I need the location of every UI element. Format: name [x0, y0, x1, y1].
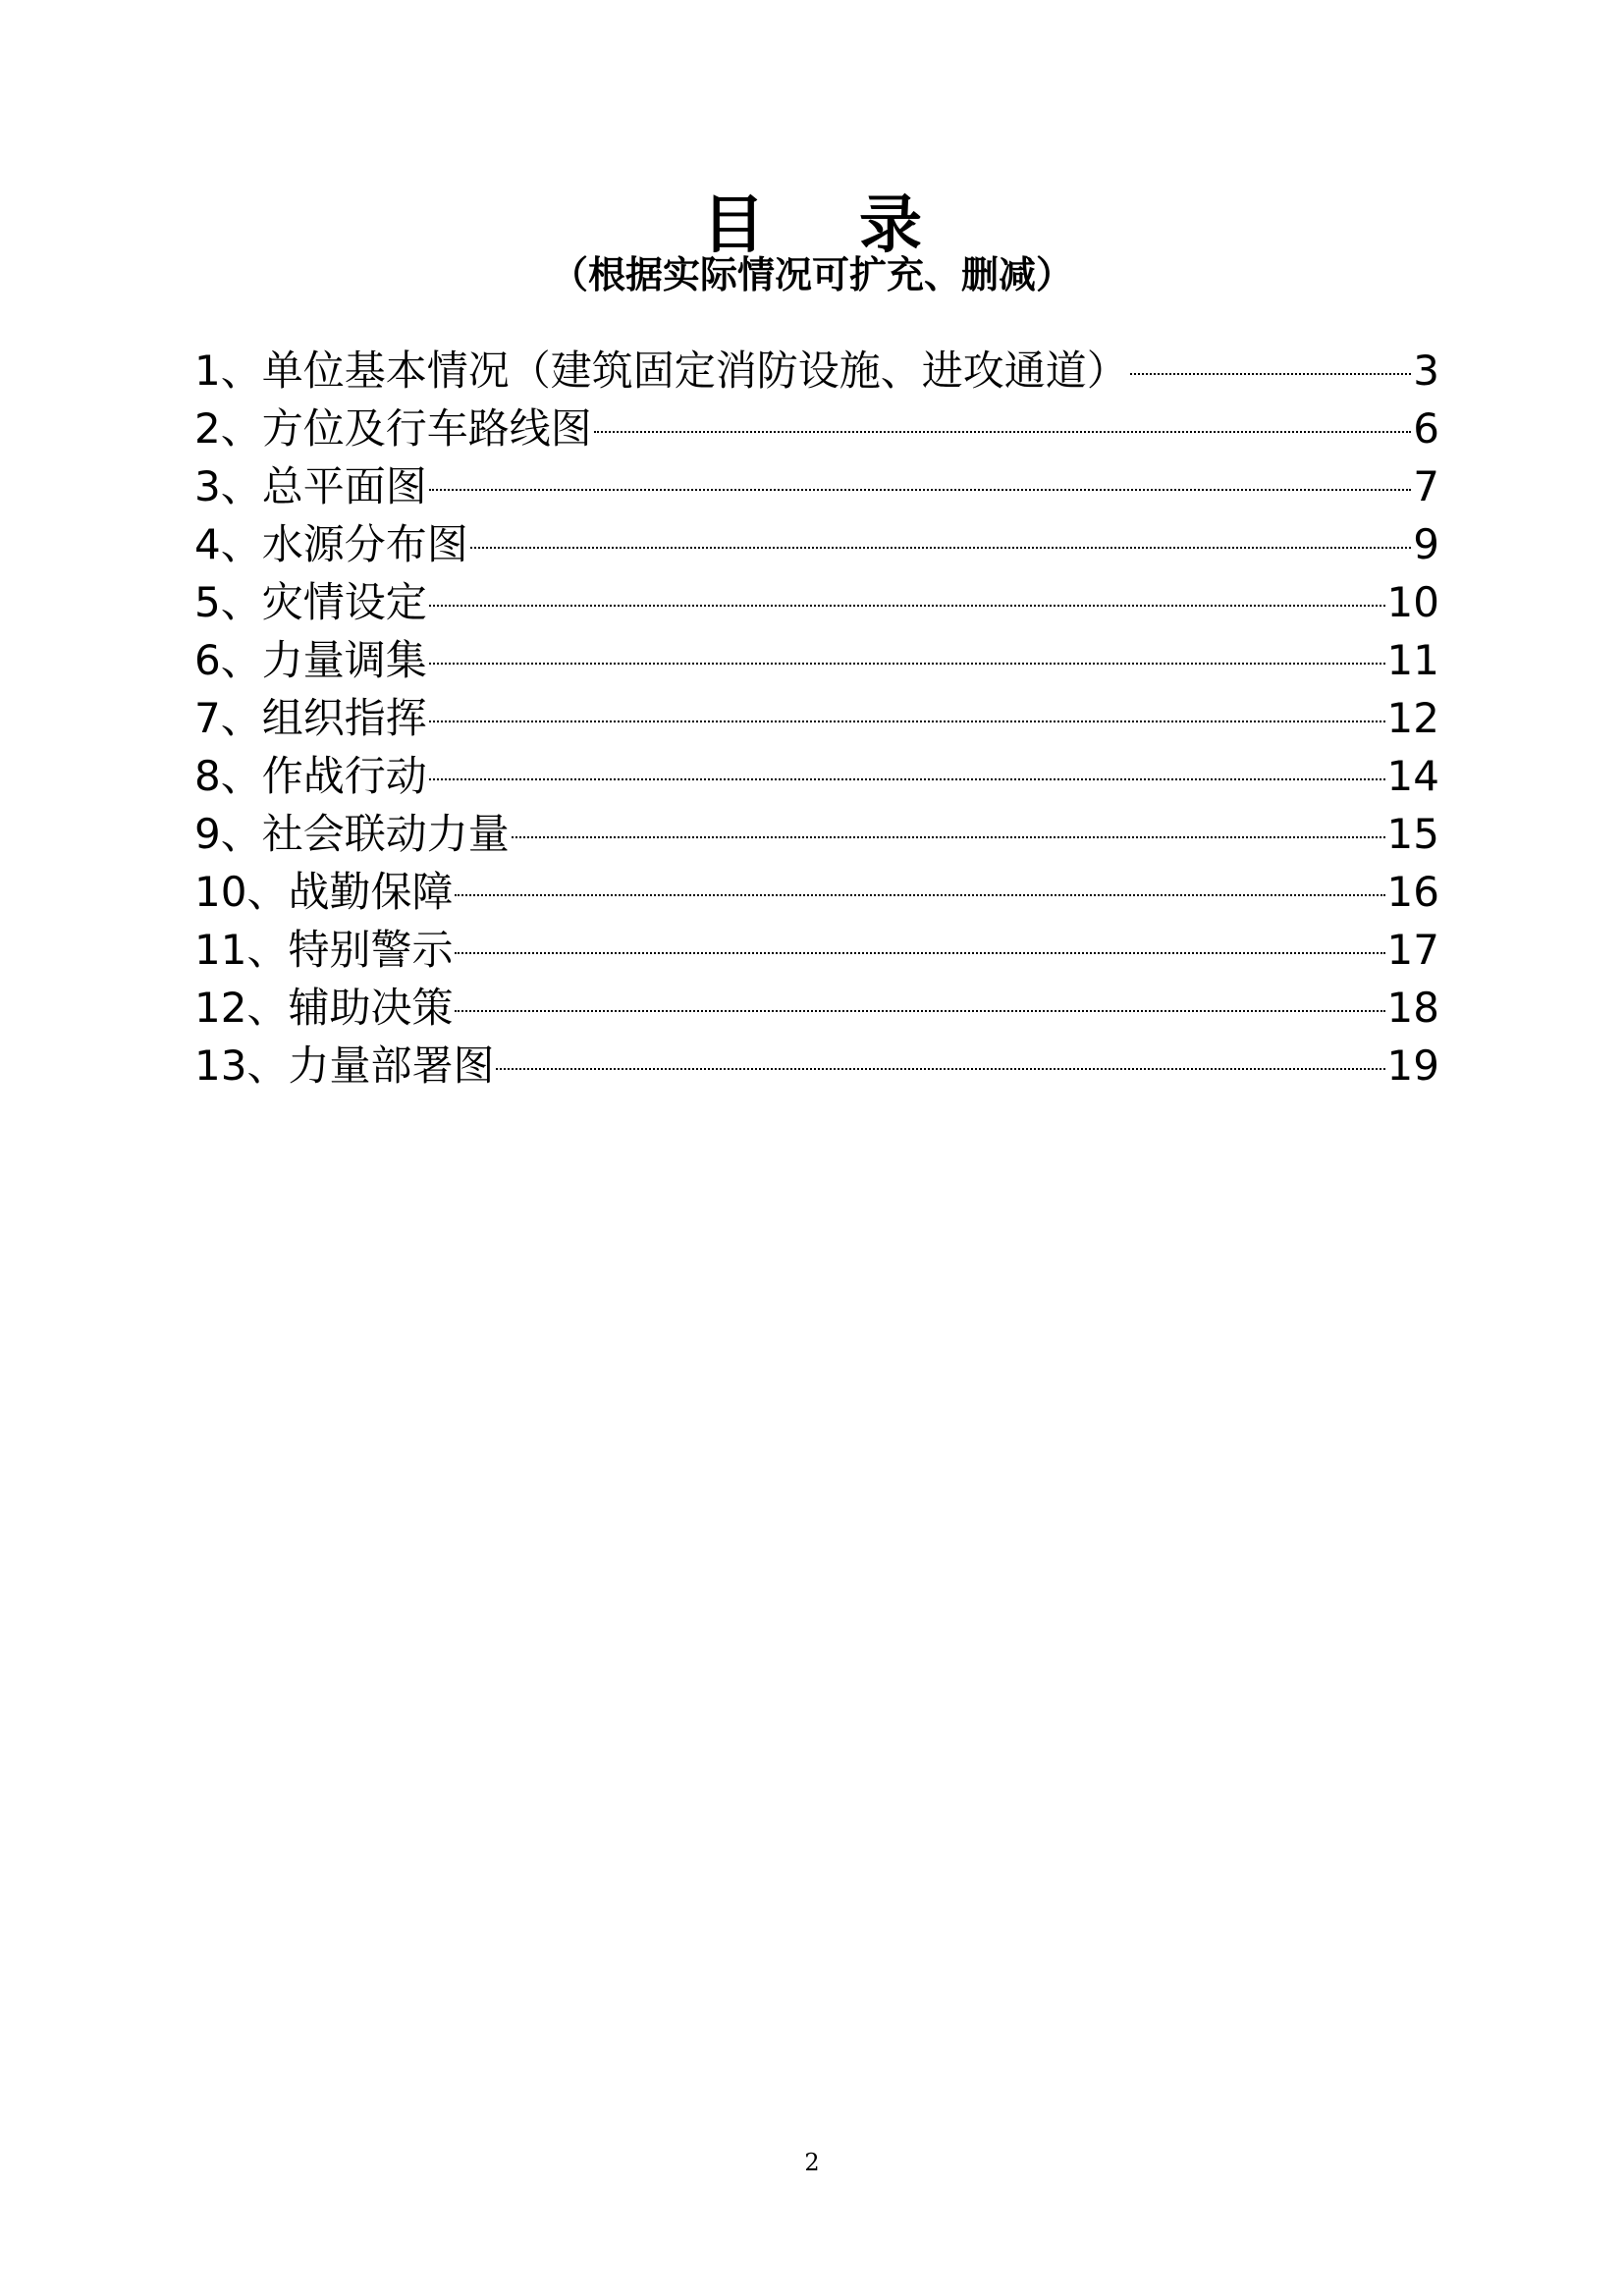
toc-entry-page: 16	[1386, 868, 1439, 916]
toc-entry-label: 10、战勤保障	[194, 868, 454, 916]
title-char-1: 目	[702, 189, 765, 262]
toc-entry-7[interactable]	[194, 689, 1439, 747]
toc-dot-leader	[455, 1010, 1384, 1012]
toc-entry-label: 9、社会联动力量	[194, 810, 510, 858]
toc-dot-leader	[429, 605, 1385, 607]
toc-dot-leader	[496, 1068, 1384, 1070]
toc-entry-page: 18	[1386, 984, 1439, 1032]
page-number: 2	[804, 2149, 820, 2176]
toc-entry-page: 14	[1386, 752, 1439, 800]
toc-entry-11[interactable]	[194, 921, 1439, 979]
toc-entry-page: 7	[1413, 462, 1439, 510]
toc-entry-9[interactable]	[194, 805, 1439, 863]
toc-entry-10[interactable]	[194, 863, 1439, 921]
toc-entry-label: 1、单位基本情况（建筑固定消防设施、进攻通道）	[194, 347, 1128, 395]
toc-entry-8[interactable]	[194, 747, 1439, 805]
title-char-2: 录	[859, 189, 922, 262]
toc-entry-label: 5、灾情设定	[194, 578, 427, 626]
toc-dot-leader	[429, 721, 1385, 722]
toc-entry-page: 12	[1386, 694, 1439, 742]
toc-entry-1[interactable]	[194, 342, 1439, 400]
toc-entry-page: 3	[1413, 347, 1439, 395]
toc-dot-leader	[455, 952, 1384, 954]
toc-entry-12[interactable]	[194, 979, 1439, 1037]
toc-dot-leader	[429, 489, 1412, 491]
toc-entry-label: 3、总平面图	[194, 462, 427, 510]
toc-entry-page: 6	[1413, 404, 1439, 453]
toc-entry-2[interactable]	[194, 400, 1439, 457]
toc-entry-label: 11、特别警示	[194, 926, 454, 974]
toc-entry-13[interactable]	[194, 1037, 1439, 1095]
toc-entry-label: 2、方位及行车路线图	[194, 404, 592, 453]
page-subtitle: （根据实际情况可扩充、删减）	[550, 253, 1073, 296]
toc-entry-label: 13、力量部署图	[194, 1041, 495, 1090]
toc-dot-leader	[429, 778, 1385, 780]
table-of-contents	[194, 342, 1439, 1095]
toc-entry-label: 7、组织指挥	[194, 694, 427, 742]
toc-dot-leader	[512, 836, 1385, 838]
toc-entry-page: 17	[1386, 926, 1439, 974]
toc-entry-page: 19	[1386, 1041, 1439, 1090]
toc-entry-4[interactable]	[194, 515, 1439, 573]
toc-entry-label: 4、水源分布图	[194, 520, 468, 568]
toc-entry-5[interactable]	[194, 573, 1439, 631]
toc-entry-page: 11	[1386, 636, 1439, 684]
toc-entry-label: 12、辅助决策	[194, 984, 454, 1032]
toc-entry-3[interactable]	[194, 457, 1439, 515]
toc-entry-page: 15	[1386, 810, 1439, 858]
toc-dot-leader	[594, 431, 1412, 433]
toc-dot-leader	[455, 894, 1384, 896]
toc-entry-label: 8、作战行动	[194, 752, 427, 800]
toc-entry-6[interactable]	[194, 631, 1439, 689]
toc-dot-leader	[429, 663, 1385, 665]
toc-entry-label: 6、力量调集	[194, 636, 427, 684]
toc-dot-leader	[470, 547, 1412, 549]
toc-entry-page: 9	[1413, 520, 1439, 568]
toc-dot-leader	[1130, 373, 1412, 375]
toc-entry-page: 10	[1386, 578, 1439, 626]
